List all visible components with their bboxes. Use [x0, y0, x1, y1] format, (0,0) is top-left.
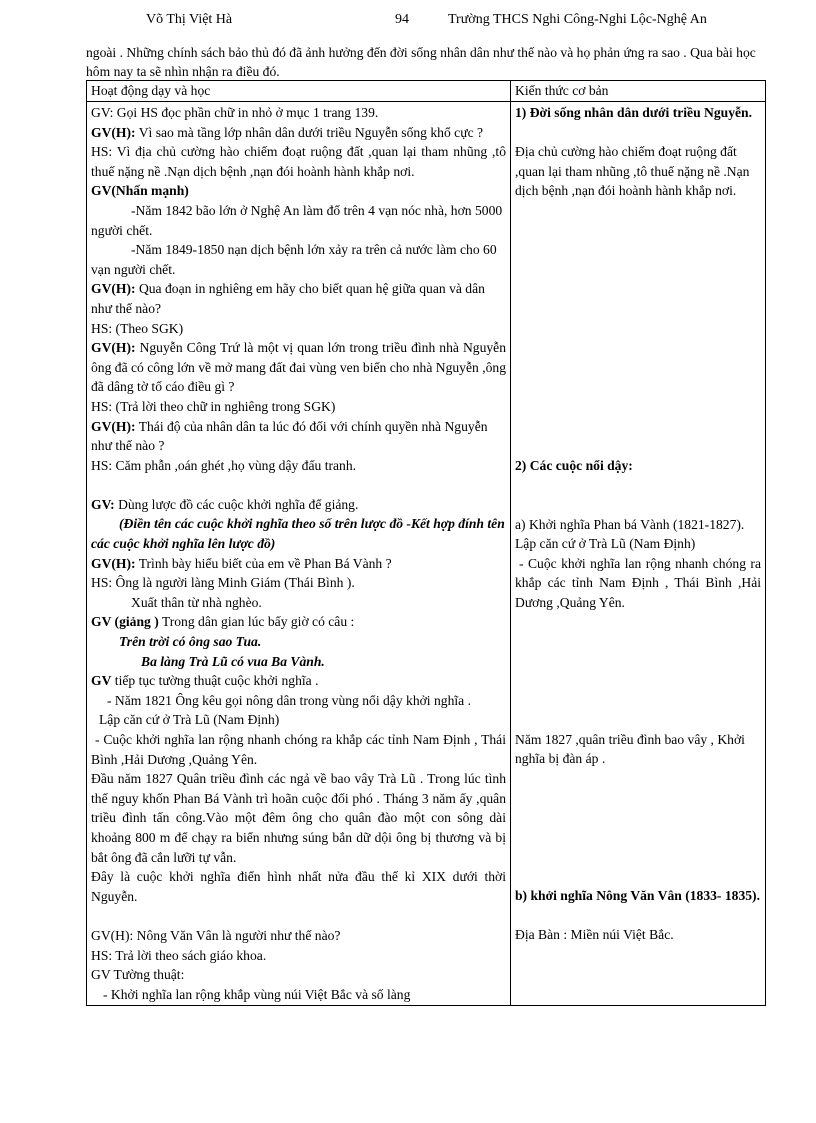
text-line: HS: Ông là người làng Minh Giám (Thái Bình ). [91, 575, 355, 591]
text-line: GV(H): Thái độ của nhân dân ta lúc đó đối với chính quyền nhà Nguyễn như thế nào ? [91, 418, 488, 454]
text-line: - Cuộc khởi nghĩa lan rộng nhanh chóng ra khắp các tỉnh Nam Định , Thái Bình ,Hải Dương ,Quảng Yên. [515, 555, 761, 610]
text-line: HS: Căm phẫn ,oán ghét ,họ vùng dậy đấu tranh. [91, 457, 357, 473]
section-heading: 2) Các cuộc nổi dậy: [515, 457, 633, 473]
text-line: GV (giảng ) Trong dân gian lúc bấy giờ có câu : [91, 614, 355, 630]
text-line: HS: Vì địa chủ cường hào chiếm đoạt ruộng đất ,quan lại tham nhũng ,tô thuế nặng nề .Nạn dịch bệnh ,nạn đói hoành hành khắp nơi. [91, 144, 506, 179]
text-line: - Năm 1821 Ông kêu gọi nông dân trong vùng nổi dậy khởi nghĩa . [107, 692, 471, 708]
text-line: Xuất thân từ nhà nghèo. [131, 594, 262, 610]
section-heading: b) khởi nghĩa Nông Văn Vân (1833- 1835). [515, 887, 760, 903]
page-header [0, 12, 816, 32]
intro-paragraph: ngoài . Những chính sách bảo thủ đó đã ảnh hưởng đến đời sống nhân dân như thế nào và họ phản ứng ra sao . Qua bài học hôm nay ta sẽ nhìn nhận ra điều đó. [86, 45, 756, 79]
text-line: -Năm 1849-1850 nạn dịch bệnh lớn xảy ra trên cả nước làm cho 60 vạn người chết. [91, 242, 497, 277]
spacer [515, 201, 761, 456]
text-line: HS: Trả lời theo sách giáo khoa. [91, 947, 267, 963]
text-line: GV(H): Trình bày hiểu biết của em về Phan Bá Vành ? [91, 555, 392, 571]
header-author: Võ Thị Việt Hà [146, 12, 233, 27]
text-line: Địa chủ cường hào chiếm đoạt ruộng đất ,quan lại tham nhũng ,tô thuế nặng nề .Nạn dịch bệnh ,nạn đói hoành hành khắp nơi. [515, 144, 750, 199]
basic-knowledge-cell [511, 102, 766, 1006]
spacer [515, 613, 761, 730]
lesson-table [86, 80, 766, 1006]
text-line: GV(H): Nông Văn Vân là người như thế nào? [91, 927, 341, 943]
text-line: GV tiếp tục tường thuật cuộc khởi nghĩa . [91, 673, 319, 689]
text-line: GV(H): Nguyễn Công Trứ là một vị quan lớn trong triều đình nhà Nguyễn ông đã có công lớn về mở mang đất đai vùng ven biển cho nhà Nguyễn ,ông đã dâng tờ tố cáo điều gì ? [91, 340, 506, 395]
text-line: Lập căn cứ ở Trà Lũ (Nam Định) [99, 712, 280, 728]
text-line: -Năm 1842 bão lớn ở Nghệ An làm đổ trên 4 vạn nóc nhà, hơn 5000 người chết. [91, 202, 503, 238]
text-line: HS: (Theo SGK) [91, 320, 184, 336]
text-line: GV(H): Qua đoạn in nghiêng em hãy cho biết quan hệ giữa quan và dân như thế nào? [91, 281, 485, 316]
spacer [515, 123, 761, 143]
spacer [91, 475, 506, 495]
header-school: Trường THCS Nghi Công-Nghi Lộc-Nghệ An [448, 12, 707, 27]
page-number: 94 [395, 12, 409, 27]
spacer [91, 906, 506, 926]
header-basic-knowledge: Kiến thức cơ bản [511, 81, 766, 102]
table-content-row [87, 102, 766, 1006]
text-line: GV: Dùng lược đồ các cuộc khởi nghĩa để giảng. [91, 496, 359, 512]
text-line: Ba làng Trà Lũ có vua Ba Vành. [141, 653, 325, 669]
text-line: Lập căn cứ ở Trà Lũ (Nam Định) [515, 536, 696, 552]
text-line: - Khởi nghĩa lan rộng khắp vùng núi Việt Bắc và số làng [103, 986, 411, 1002]
teaching-activity-cell [87, 102, 511, 1006]
text-line: HS: (Trả lời theo chữ in nghiêng trong SGK) [91, 398, 336, 414]
text-line: (Điền tên các cuộc khởi nghĩa theo số trên lược đồ -Kết hợp đính tên các cuộc khởi nghĩa lên lược đồ) [91, 516, 505, 552]
spacer [515, 769, 761, 886]
text-line: GV: Gọi HS đọc phần chữ in nhỏ ở mục 1 trang 139. [91, 105, 379, 120]
text-line: Đầu năm 1827 Quân triều đình các ngả về bao vây Trà Lũ . Trong lúc tình thế nguy khốn Phan Bá Vành trì hoãn cuộc đối phó . Tháng 3 năm ấy ,quân triều đình tấn công.Vào một đêm ông cho quân đào một con sông dài khoảng 800 m để chạy ra biển nhưng súng bắn dữ dội ông bị thương và bị bắt ông đã cắn lưỡi tự vẫn. [91, 771, 506, 865]
spacer [515, 476, 761, 515]
text-line: Địa Bàn : Miền núi Việt Bắc. [515, 926, 674, 942]
text-line: GV(Nhấn mạnh) [91, 183, 189, 199]
text-line: - Cuộc khởi nghĩa lan rộng nhanh chóng ra khắp các tỉnh Nam Định , Thái Bình ,Hải Dương ,Quảng Yên. [91, 732, 506, 767]
text-line: Năm 1827 ,quân triều đình bao vây , Khởi nghĩa bị đàn áp . [515, 731, 745, 767]
text-line: GV Tường thuật: [91, 967, 185, 983]
spacer [515, 905, 761, 925]
table-header-row [87, 81, 766, 102]
section-heading: 1) Đời sống nhân dân dưới triều Nguyễn. [515, 105, 752, 120]
text-line: Trên trời có ông sao Tua. [119, 634, 262, 650]
header-teaching-activity: Hoạt động dạy và học [87, 81, 511, 102]
text-line: GV(H): Vì sao mà tầng lớp nhân dân dưới triều Nguyễn sống khổ cực ? [91, 124, 484, 140]
text-line: a) Khởi nghĩa Phan bá Vành (1821-1827). [515, 516, 745, 532]
text-line: Đây là cuộc khởi nghĩa điển hình nhất nửa đầu thế kỉ XIX dưới thời Nguyễn. [91, 869, 506, 904]
